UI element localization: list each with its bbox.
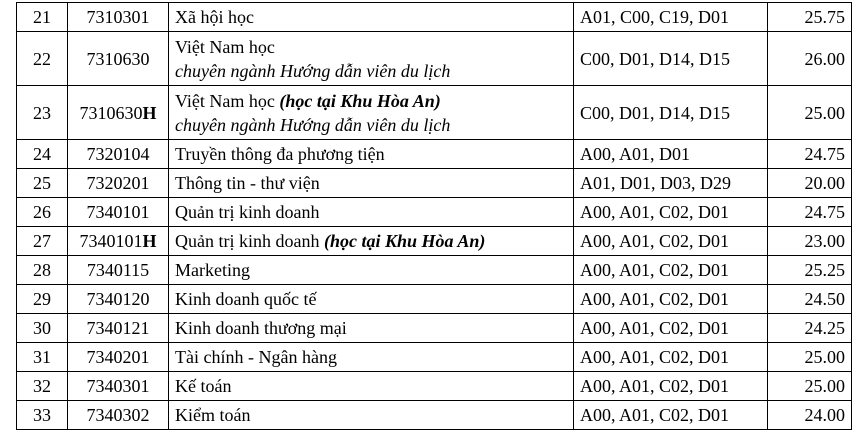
major-name-cell xyxy=(169,401,574,430)
major-code xyxy=(68,314,169,343)
major-name: Kiểm toán xyxy=(175,405,251,425)
major-name-cell xyxy=(169,32,574,86)
table-row xyxy=(17,372,852,401)
table-row xyxy=(17,86,852,140)
major-code-number: 7320201 xyxy=(86,173,150,193)
major-code-suffix: H xyxy=(142,231,157,251)
major-name-cell xyxy=(169,314,574,343)
row-number: 23 xyxy=(17,86,68,140)
major-code-number: 7340121 xyxy=(86,318,150,338)
major-code xyxy=(68,227,169,256)
major-name-cell xyxy=(169,198,574,227)
major-code xyxy=(68,198,169,227)
cutoff-score: 25.75 xyxy=(768,3,852,32)
cutoff-score: 26.00 xyxy=(768,32,852,86)
major-code-number: 7310630 xyxy=(86,48,150,69)
row-number: 33 xyxy=(17,401,68,430)
major-name: Quản trị kinh doanh xyxy=(175,231,320,251)
cutoff-score: 24.50 xyxy=(768,285,852,314)
row-number: 24 xyxy=(17,140,68,169)
major-code xyxy=(68,3,169,32)
major-code xyxy=(68,372,169,401)
cutoff-score: 24.00 xyxy=(768,401,852,430)
major-code xyxy=(68,256,169,285)
major-name-cell xyxy=(169,140,574,169)
major-name: Kinh doanh thương mại xyxy=(175,318,347,338)
major-code-number: 7310630 xyxy=(79,102,143,123)
major-name: Kế toán xyxy=(175,376,232,396)
row-number: 22 xyxy=(17,32,68,86)
admissions-table xyxy=(16,2,852,430)
cutoff-score: 25.00 xyxy=(768,372,852,401)
table-row xyxy=(17,314,852,343)
subject-combinations: A01, D01, D03, D29 xyxy=(574,169,768,198)
major-code xyxy=(68,86,169,140)
subject-combinations: C00, D01, D14, D15 xyxy=(574,32,768,86)
table-row xyxy=(17,140,852,169)
major-code xyxy=(68,285,169,314)
major-name: Việt Nam học xyxy=(175,36,275,57)
row-number: 21 xyxy=(17,3,68,32)
subject-combinations: A01, C00, C19, D01 xyxy=(574,3,768,32)
major-name-cell xyxy=(169,372,574,401)
major-name: Kinh doanh quốc tế xyxy=(175,289,317,309)
major-code-suffix: H xyxy=(142,102,157,123)
major-code xyxy=(68,140,169,169)
major-code-number: 7340101 xyxy=(86,202,150,222)
major-code-number: 7340302 xyxy=(86,405,150,425)
major-code xyxy=(68,343,169,372)
row-number: 29 xyxy=(17,285,68,314)
row-number: 32 xyxy=(17,372,68,401)
major-code-number: 7340115 xyxy=(86,260,150,280)
campus-note: (học tại Khu Hòa An) xyxy=(323,231,486,251)
major-name: Truyền thông đa phương tiện xyxy=(175,144,385,164)
cutoff-score: 20.00 xyxy=(768,169,852,198)
table-row xyxy=(17,3,852,32)
major-code xyxy=(68,32,169,86)
table-row xyxy=(17,227,852,256)
specialization: chuyên ngành Hướng dẫn viên du lịch xyxy=(175,114,451,135)
cutoff-score: 23.00 xyxy=(768,227,852,256)
table-row xyxy=(17,285,852,314)
row-number: 25 xyxy=(17,169,68,198)
major-name-cell xyxy=(169,227,574,256)
table-row xyxy=(17,32,852,86)
major-code xyxy=(68,401,169,430)
subject-combinations: A00, A01, C02, D01 xyxy=(574,227,768,256)
major-code-number: 7340120 xyxy=(86,289,150,309)
table-row xyxy=(17,198,852,227)
major-name-cell xyxy=(169,285,574,314)
subject-combinations: A00, A01, C02, D01 xyxy=(574,198,768,227)
major-code-number: 7340301 xyxy=(86,376,150,396)
major-code-number: 7340101 xyxy=(79,231,143,251)
major-name: Xã hội học xyxy=(175,7,254,27)
row-number: 28 xyxy=(17,256,68,285)
cutoff-score: 25.00 xyxy=(768,343,852,372)
table-row xyxy=(17,169,852,198)
major-name-cell xyxy=(169,3,574,32)
cutoff-score: 24.75 xyxy=(768,198,852,227)
subject-combinations: A00, A01, C02, D01 xyxy=(574,285,768,314)
subject-combinations: A00, A01, C02, D01 xyxy=(574,314,768,343)
cutoff-score: 25.25 xyxy=(768,256,852,285)
major-name-cell xyxy=(169,343,574,372)
major-code xyxy=(68,169,169,198)
table-row xyxy=(17,401,852,430)
subject-combinations: A00, A01, C02, D01 xyxy=(574,343,768,372)
specialization: chuyên ngành Hướng dẫn viên du lịch xyxy=(175,60,451,81)
cutoff-score: 25.00 xyxy=(768,86,852,140)
major-name: Quản trị kinh doanh xyxy=(175,202,320,222)
subject-combinations: C00, D01, D14, D15 xyxy=(574,86,768,140)
subject-combinations: A00, A01, C02, D01 xyxy=(574,256,768,285)
row-number: 27 xyxy=(17,227,68,256)
major-name: Thông tin - thư viện xyxy=(175,173,320,193)
cutoff-score: 24.75 xyxy=(768,140,852,169)
subject-combinations: A00, A01, D01 xyxy=(574,140,768,169)
major-name: Marketing xyxy=(175,260,250,280)
campus-note: (học tại Khu Hòa An) xyxy=(279,90,441,111)
table-row xyxy=(17,343,852,372)
table-body xyxy=(17,3,852,430)
subject-combinations: A00, A01, C02, D01 xyxy=(574,372,768,401)
major-name-cell xyxy=(169,256,574,285)
cutoff-score: 24.25 xyxy=(768,314,852,343)
row-number: 31 xyxy=(17,343,68,372)
major-code-number: 7320104 xyxy=(86,144,150,164)
major-code-number: 7310301 xyxy=(86,7,150,27)
major-name: Tài chính - Ngân hàng xyxy=(175,347,337,367)
major-name-cell xyxy=(169,86,574,140)
subject-combinations: A00, A01, C02, D01 xyxy=(574,401,768,430)
table-row xyxy=(17,256,852,285)
major-name: Việt Nam học xyxy=(175,90,275,111)
row-number: 26 xyxy=(17,198,68,227)
row-number: 30 xyxy=(17,314,68,343)
major-name-cell xyxy=(169,169,574,198)
major-code-number: 7340201 xyxy=(86,347,150,367)
